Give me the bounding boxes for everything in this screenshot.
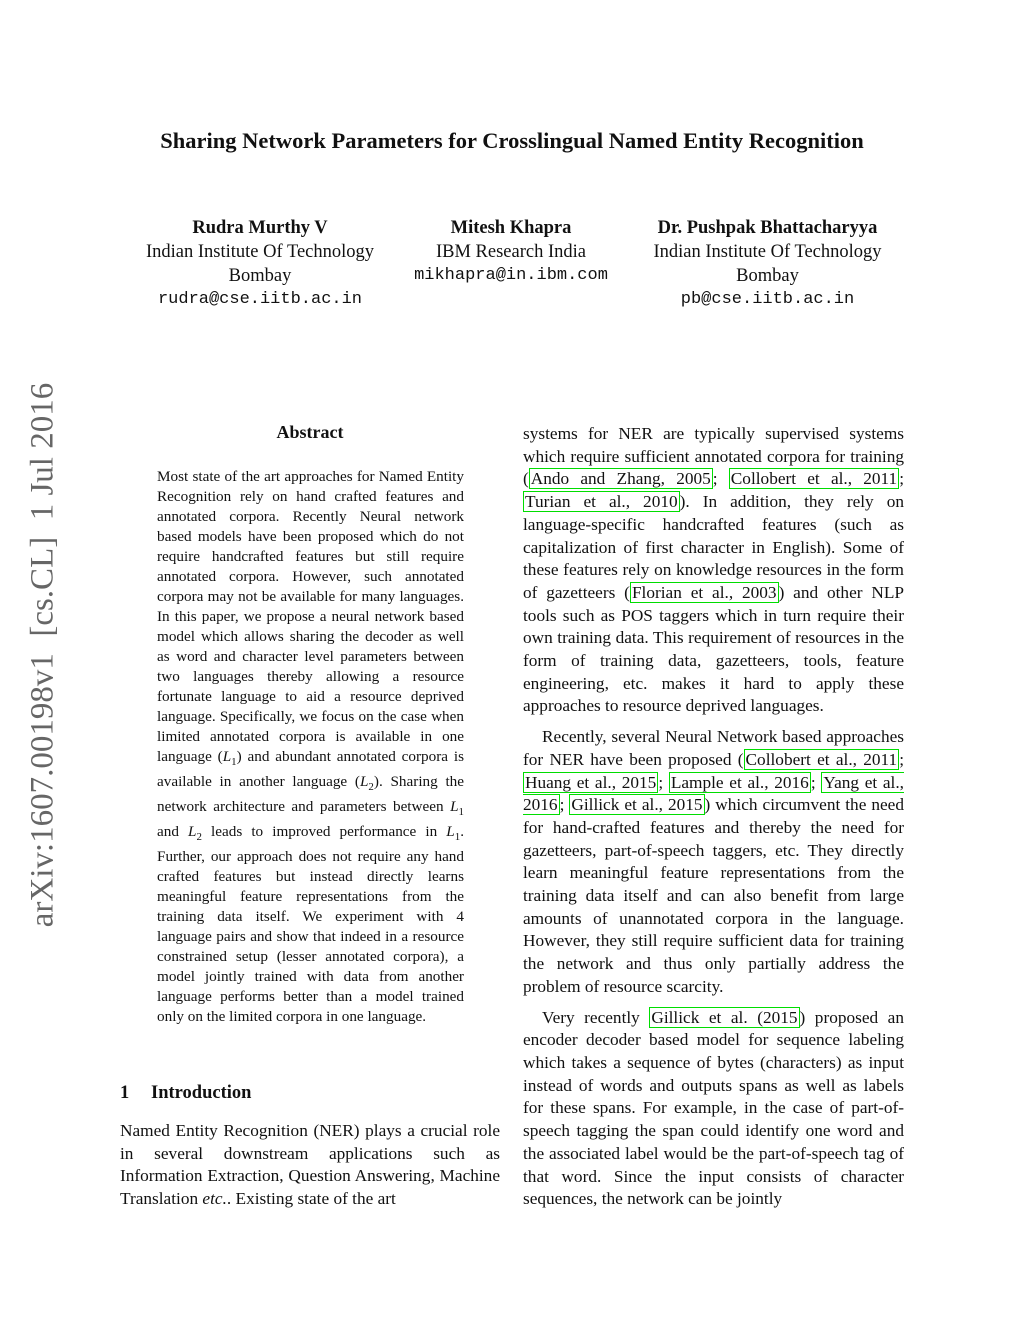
paper-title: Sharing Network Parameters for Crosslingual Named Entity Recognition [160,128,864,153]
math-l1: $L_1$ [450,798,464,819]
author-affiliation: Indian Institute Of Technology [145,242,375,262]
paragraph-2: Recently, several Neural Network based approaches for NER have been proposed ( Collobert et al., 2011 ; Huang et al., 2015 ; Lample et al., 2016 ; Yang et al., 2016 ; Gillick et al., 2015 ) which circumvent the need for hand-crafted features and thereby the need for gazetteers, part-of-speech taggers, etc. They directly learn meaningful feature representations from the training data itself and can also benefit from large amounts of unannotated corpora in the language. However, they still require sufficient data for training the network and thus only partially address the problem of resource scarcity. [523,727,905,996]
math-l1: $L_1$ [222,748,237,769]
author-email[interactable]: mikhapra@in.ibm.com [414,266,608,285]
citation-link[interactable]: Lample et al., 2016 [670,772,809,792]
author-affiliation: Indian Institute Of Technology [653,242,882,262]
author-affiliation-line2: Bombay [228,266,292,286]
abstract-text: and [157,823,189,841]
citation-link[interactable]: Collobert et al., 2011 [730,469,898,489]
abstract-heading: Abstract [276,422,344,442]
etc-italic: etc. [202,1189,227,1209]
author-block-3 [630,216,905,312]
abstract-text: ) and abundant annotated corpora is available in another language ( [157,748,465,791]
author-email[interactable]: rudra@cse.iitb.ac.in [157,290,363,309]
math-l1: $L_1$ [446,823,461,844]
math-l2: $L_2$ [188,823,202,844]
author-name: Dr. Pushpak Bhattacharyya [657,218,878,238]
citation-link[interactable]: Collobert et al., 2011 [745,749,898,769]
section-heading [120,1083,251,1104]
citation-link[interactable]: Yang et al., 2016 [523,772,905,815]
right-column [523,423,904,1219]
intro-paragraph: Named Entity Recognition (NER) plays a crucial role in several downstream applications such as Information Extraction, Question Answering, Machine Translation etc.. Existing state of the art [120,1121,500,1209]
abstract-text: ). Sharing the network architecture and parameters between [157,773,465,816]
paragraph-3: Very recently Gillick et al. (2015 ) proposed an encoder decoder based model for sequence labeling which takes a sequence of bytes (characters) as input instead of words and outputs spans as well as labels for these spans. For example, in the case of part-of-speech tagging the span could identify one word and the associated label would be the part-of-speech tag of that word. Since the input consists of character sequences, the network can be jointly [523,1007,904,1209]
citation-link[interactable]: Florian et al., 2003 [631,582,777,602]
section-title: Introduction [151,1083,252,1103]
paragraph-1: systems for NER are typically supervised systems which require sufficient annotated corpora for training ( Ando and Zhang, 2005 ; Collobert et al., 2011 ; Turian et al., 2010 ). In addition, they rely on language-specific handcrafted features (such as capitalization of first character in English). Some of these features rely on knowledge resources in the form of gazetteers ( Florian et al., 2003 ) and other NLP tools such as POS taggers which in turn require their own training data. This requirement of resources in the form of training data, gazetteers, tools, feature engineering, etc. makes it hard to apply these approaches to resource deprived languages. [523,424,904,716]
abstract-text: Most state of the art approaches for Named Entity Recognition rely on hand crafted features and annotated corpora. Recently Neural network based models have been proposed which do not require handcrafted features but still require annotated corpora. However, such annotated corpora may not be available for many languages. In this paper, we propose a neural network based model which allows sharing the decoder as well as word and character level parameters between two languages thereby allowing a resource fortunate language to aid a resource deprived language. Specifically, we focus on the case when limited annotated corpora is available in one language ( [157,468,464,765]
citation-link[interactable]: Gillick et al. (2015 [651,1007,798,1027]
author-email[interactable]: pb@cse.iitb.ac.in [680,290,855,309]
citation-link[interactable]: Ando and Zhang, 2005 [530,469,711,489]
section-number: 1 [120,1083,130,1103]
arxiv-stamp-text: arXiv:1607.00198v1 [cs.CL] 1 Jul 2016 [24,382,61,928]
abstract-text: leads to improved performance in [201,823,447,841]
author-affiliation: IBM Research India [435,242,586,262]
citation-link[interactable]: Gillick et al., 2015 [571,795,703,815]
author-name: Mitesh Khapra [450,218,572,238]
math-l2: $L_2$ [359,773,374,794]
author-block-1 [120,216,400,312]
author-name: Rudra Murthy V [192,218,328,238]
citation-link[interactable]: Turian et al., 2010 [525,492,678,512]
author-affiliation-line2: Bombay [736,266,799,286]
citation-link[interactable]: Huang et al., 2015 [525,772,657,792]
author-block-2 [380,216,642,288]
abstract-text: . Further, our approach does not require any hand crafted features but instead directly learns meaningful feature representations from the training data itself. We experiment with 4 language pairs and show that indeed in a resource constrained setup (lesser annotated corpora), a model jointly trained with data from another language performs better than a model trained only on the limited corpora in one language. [157,823,464,1026]
abstract-body [157,467,464,1027]
